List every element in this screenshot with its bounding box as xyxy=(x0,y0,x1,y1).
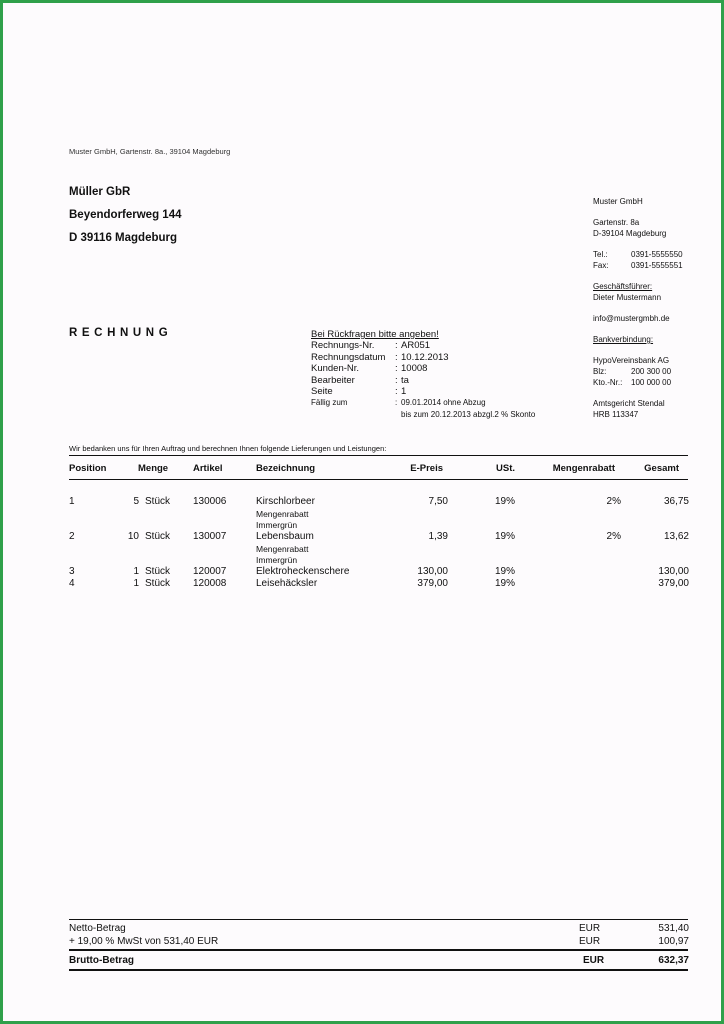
net-label: Netto-Betrag xyxy=(69,923,126,934)
invoice-no-label: Rechnungs-Nr. xyxy=(311,340,375,352)
due-line-2: bis zum 20.12.2013 abzgl.2 % Skonto xyxy=(401,409,536,419)
tel-label: Tel.: xyxy=(593,250,608,259)
due-label: Fällig zum xyxy=(311,398,348,408)
company-email: info@mustergmbh.de xyxy=(593,314,670,323)
company-name: Muster GmbH xyxy=(593,197,643,206)
recipient-address xyxy=(69,181,182,250)
court: Amtsgericht Stendal xyxy=(593,399,665,408)
kto-value: 100 000 00 xyxy=(631,378,672,387)
recipient-name: Müller GbR xyxy=(69,186,131,198)
company-street: Gartenstr. 8a xyxy=(593,218,640,227)
company-info xyxy=(593,196,683,420)
date-label: Rechnungsdatum xyxy=(311,351,386,363)
recipient-city: D 39116 Magdeburg xyxy=(69,232,178,244)
customer-no: 10008 xyxy=(401,363,428,375)
invoice-no: AR051 xyxy=(401,340,431,352)
net-amount: 531,40 xyxy=(658,923,689,934)
header-total: Gesamt xyxy=(644,463,679,474)
net-currency: EUR xyxy=(579,923,601,934)
page-number: 1 xyxy=(401,386,407,398)
vat-currency: EUR xyxy=(579,936,601,947)
tel-value: 0391-5555550 xyxy=(631,250,683,259)
header-article: Artikel xyxy=(193,463,223,474)
clerk-label: Bearbeiter xyxy=(311,374,355,386)
document-title: RECHNUNG xyxy=(69,327,173,339)
header-qty: Menge xyxy=(138,463,169,474)
totals-top-rule xyxy=(69,919,688,920)
header-description: Bezeichnung xyxy=(256,463,316,474)
header-unit-price: E-Preis xyxy=(410,463,443,474)
intro-text: Wir bedanken uns für Ihren Auftrag und berechnen Ihnen folgende Lieferungen und Leistungen: xyxy=(69,444,387,453)
bank-label: Bankverbindung: xyxy=(593,335,654,344)
header-vat: USt. xyxy=(496,463,515,474)
blz-label: Blz: xyxy=(593,367,607,376)
reference-hint: Bei Rückfragen bitte angeben! xyxy=(311,329,439,340)
page-label: Seite xyxy=(311,386,333,398)
blz-value: 200 300 00 xyxy=(631,367,672,376)
customer-label: Kunden-Nr. xyxy=(311,363,360,375)
invoice-date: 10.12.2013 xyxy=(401,351,449,363)
bank-name: HypoVereinsbank AG xyxy=(593,356,670,365)
invoice-meta: Bei Rückfragen bitte angeben! Rechnungs-Nr. : AR051 Rechnungsdatum : 10.12.2013 Kunden-Nr. : 10008 Bearbeiter : ta Seite : 1 Fällig zum : 09.01.2014 ohne Abzug bis zum 20.12.2013 abzgl.2 % Skonto xyxy=(311,329,536,419)
header-position: Position xyxy=(69,463,107,474)
fax-label: Fax: xyxy=(593,261,609,270)
recipient-street: Beyendorferweg 144 xyxy=(69,209,182,221)
header-discount: Mengenrabatt xyxy=(552,463,615,474)
gross-top-rule xyxy=(69,949,688,951)
director-label: Geschäftsführer: xyxy=(593,282,653,291)
kto-label: Kto.-Nr.: xyxy=(593,378,623,387)
gross-label: Brutto-Betrag xyxy=(69,955,134,966)
gross-amount: 632,37 xyxy=(658,955,689,966)
director-name: Dieter Mustermann xyxy=(593,293,662,302)
vat-label: + 19,00 % MwSt von 531,40 EUR xyxy=(69,936,219,947)
hrb: HRB 113347 xyxy=(593,410,639,419)
table-top-rule xyxy=(69,455,688,456)
company-city: D-39104 Magdeburg xyxy=(593,229,667,238)
vat-amount: 100,97 xyxy=(658,936,689,947)
invoice-page: Muster GmbH, Gartenstr. 8a., 39104 Magdeburg Müller GbR Beyendorferweg 144 D 39116 Magdeburg Muster GmbH Gartenstr. 8a D-39104 Magdeburg Tel.: 0391-5555550 Fax: 0391-5555551 Geschäftsführer: Dieter Mustermann info@mustergmbh.de Bankverbindung: HypoVereinsbank AG Blz: 200 300 00 Kto.-Nr.: 100 000 00 Amtsgericht Stendal HRB 113347 RECHNUNG Bei Rückfragen bitte angeben! Rechnungs-Nr. : AR051 Rechnungsdatum : 10.12.2013 Kunden-Nr. : 10008 Bearbeiter : ta Seite : 1 Fällig zum : 09.01.2014 ohne Abzug bis zum 20.12.2013 abzgl.2 % Skonto Wir bedanken uns für Ihren Auftrag und berechnen Ihnen folgende Lieferungen und Leistungen: Position Menge Artikel Bezeichnung E-Preis USt. Mengenrabatt Gesamt 1 5 Stück 130006 Kirschlorbeer Mengenrabatt Immergrün 7,50 19% 2% 36,75 2 10 Stück 130007 Lebensbaum Mengenrabatt Immergrün 1,39 19% 2% 13,62 3 1 Stück 120007 Elektroheckenschere 130,00 19% 130,00 4 1 Stück 120008 Leisehäcksler 379,00 19% 379,00 Netto-Betrag EUR 531,40 + 19,00 % MwSt von 531,40 EUR EUR 100,97 Brutto-Betrag EUR 632,37 xyxy=(0,0,724,1024)
header-rule xyxy=(69,479,688,480)
fax-value: 0391-5555551 xyxy=(631,261,683,270)
gross-currency: EUR xyxy=(583,955,605,966)
due-line-1: 09.01.2014 ohne Abzug xyxy=(401,398,486,408)
clerk: ta xyxy=(401,374,409,386)
gross-bottom-rule xyxy=(69,969,688,971)
sender-line: Muster GmbH, Gartenstr. 8a., 39104 Magdeburg xyxy=(69,147,231,156)
